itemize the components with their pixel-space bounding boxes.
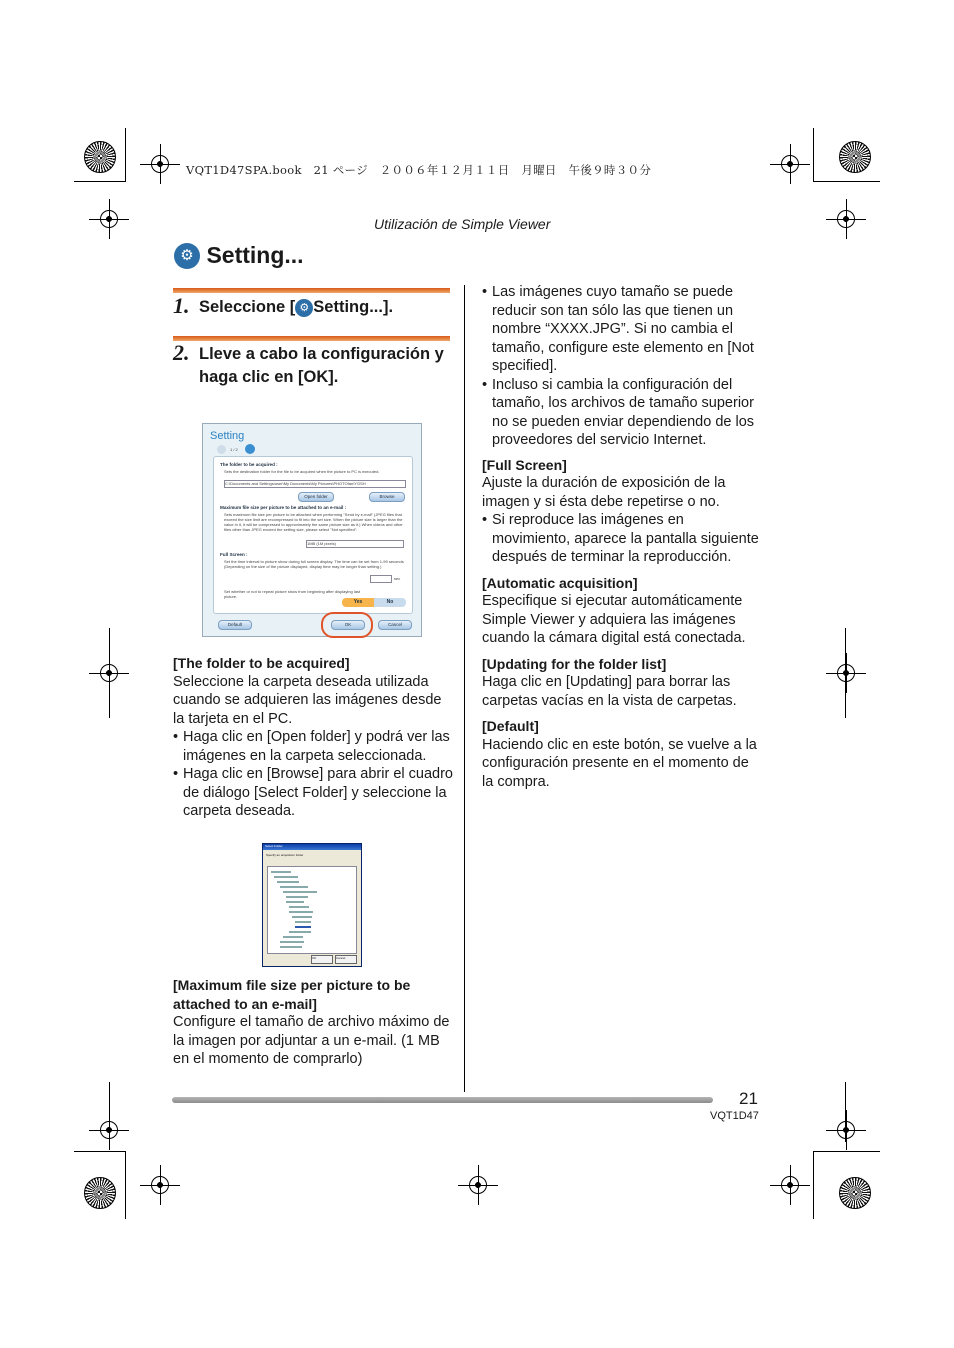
ok-highlight-ring — [321, 612, 373, 638]
registration-cross — [140, 1165, 180, 1205]
registration-rosette — [84, 141, 116, 173]
dialog-titlebar: Select Folder — [263, 844, 361, 850]
browse-button[interactable]: Browse — [369, 492, 405, 502]
maxsize-label: Maximum file size per picture to be attached to an e-mail : — [220, 505, 347, 510]
step-2 — [173, 340, 453, 389]
bullet-item: • Si reproduce las imágenes en movimiento, aparece la pantalla siguiente después de terminar la reproducción. — [482, 511, 762, 567]
registration-cross — [770, 144, 810, 184]
footer-bar — [172, 1097, 713, 1103]
setting-tool-icon: ⚙ — [295, 299, 313, 317]
section-text: Ajuste la duración de exposición de la imagen y si ésta debe repetirse o no. — [482, 475, 726, 510]
dialog-prompt: Specify an acquisition folder — [266, 853, 304, 857]
section-heading: [Full Screen] — [482, 456, 567, 473]
section-text: Haciendo clic en este botón, se vuelve a la configuración presente en el momento de la compra. — [482, 736, 757, 790]
section-folder — [173, 654, 453, 821]
section-fullscreen — [482, 456, 762, 567]
section-text: Seleccione la carpeta deseada utilizada cuando se adquieren las imágenes desde la tarjeta en el PC. — [173, 673, 442, 727]
dialog-title: Setting — [210, 430, 245, 442]
section-text: Haga clic en [Updating] para borrar las carpetas vacías en la vista de carpetas. — [482, 674, 737, 709]
section-heading: [Maximum file size per picture to be attached to an e-mail] — [173, 977, 411, 1012]
bullet-item: • Haga clic en [Open folder] y podrá ver las imágenes en la carpeta seleccionada. — [173, 728, 453, 765]
section-default — [482, 717, 762, 791]
registration-cross — [140, 144, 180, 184]
repeat-description: Set whether or not to repeat picture show from beginning after displaying last picture. — [224, 589, 361, 599]
step-text: Setting...]. — [313, 298, 394, 316]
registration-cross — [770, 1165, 810, 1205]
seconds-unit: sec — [394, 576, 401, 581]
section-automatic-acquisition — [482, 574, 762, 648]
section-text: Configure el tamaño de archivo máximo de la imagen por adjuntar a un e-mail. (1 MB en el momento de comprarlo) — [173, 1014, 450, 1067]
bullet-item: • Incluso si cambia la configuración del tamaño, los archivos de tamaño superior no se pueden enviar dependiendo de los proveedores del servicio Internet. — [482, 376, 762, 450]
section-maxsize — [173, 976, 453, 1069]
folder-path-field[interactable]: C:\Documents and Settings\user\My Documents\My Pictures\PHOTOfan\YGSH — [224, 480, 406, 488]
step-text: Lleve a cabo la configuración y haga clic en [OK]. — [199, 345, 444, 386]
print-job-header: VQT1D47SPA.book 21 ページ ２００６年１２月１１日 月曜日 午後９時３０分 — [186, 163, 652, 177]
select-folder-ok-button[interactable]: OK — [311, 955, 333, 964]
step-number: 1. — [173, 293, 190, 318]
registration-cross — [826, 199, 866, 239]
setting-dialog-screenshot — [202, 423, 422, 637]
select-folder-screenshot — [262, 843, 362, 967]
repeat-no-toggle[interactable]: No — [374, 598, 406, 607]
folder-label: The folder to be acquired : — [220, 462, 278, 467]
step-number: 2. — [173, 340, 190, 365]
registration-cross — [826, 1110, 866, 1150]
step-1 — [173, 293, 453, 319]
setting-tool-icon: ⚙ — [174, 243, 200, 269]
section-heading: [The folder to be acquired] — [173, 655, 350, 671]
section-updating — [482, 655, 762, 711]
page-title: Setting... — [206, 242, 304, 268]
section-heading: [Updating for the folder list] — [482, 655, 667, 672]
bullet-item: • Haga clic en [Browse] para abrir el cuadro de diálogo [Select Folder] y seleccione la carpeta deseada. — [173, 765, 453, 821]
open-folder-button[interactable]: Open folder — [298, 492, 334, 502]
cancel-button[interactable]: Cancel — [378, 620, 412, 630]
section-text: Especifique si ejecutar automáticamente Simple Viewer y adquiera las imágenes cuando la cámara digital está conectada. — [482, 593, 746, 646]
fullscreen-description: Set the time interval to picture show during full screen display. The time can be set from 1-99 seconds (Depending on the size of the picture displayed, display time may be longer than setting.) — [224, 559, 404, 569]
next-page-icon[interactable] — [245, 444, 255, 454]
page-number: 21 — [739, 1089, 758, 1108]
prev-page-icon[interactable] — [217, 445, 226, 454]
seconds-input[interactable] — [370, 575, 392, 583]
settings-panel — [213, 456, 413, 614]
step-text: Seleccione [ — [199, 298, 296, 316]
document-code: VQT1D47 — [710, 1110, 759, 1122]
page-indicator: 1 / 2 — [230, 447, 238, 452]
running-head: Utilización de Simple Viewer — [374, 216, 551, 232]
registration-rosette — [839, 1177, 871, 1209]
ok-button[interactable]: OK — [331, 620, 365, 630]
step-divider-bar — [173, 336, 450, 341]
default-button[interactable]: Default — [218, 620, 252, 630]
registration-cross — [458, 1165, 498, 1205]
bullet-item: • Las imágenes cuyo tamaño se puede reducir son tan sólo las que tienen un nombre “XXXX.JPG”. Si no cambia el tamaño, configure este elemento en [Not specified]. — [482, 283, 762, 376]
page-title-block — [174, 242, 304, 269]
folder-description: Sets the destination folder for the file to be acquired when the picture to PC is executed. — [224, 469, 380, 474]
registration-rosette — [839, 141, 871, 173]
registration-cross — [826, 653, 866, 693]
right-column — [482, 283, 762, 791]
maxsize-select[interactable]: 1MB (1M pixels) — [306, 540, 404, 548]
registration-cross — [89, 199, 129, 239]
section-heading: [Default] — [482, 718, 539, 734]
fullscreen-label: Full Screen : — [220, 552, 248, 557]
repeat-yes-toggle[interactable]: Yes — [342, 598, 374, 607]
step-divider-bar — [173, 288, 450, 293]
folder-tree[interactable] — [267, 866, 357, 954]
maxsize-description: Sets maximum file size per picture to be attached when performing "Send by e-mail" (JPEG files that exceed the size limit are recompressed to fit into the set size. When the picture size is larger than the value in it, it will be compressed to approximately the same picture size as it.) When videos and other files other than JPEG exceed the setting size, please select "Not specified". — [224, 512, 403, 532]
section-heading: [Automatic acquisition] — [482, 574, 638, 591]
select-folder-cancel-button[interactable]: Cancel — [335, 955, 357, 964]
column-divider — [464, 285, 465, 1092]
registration-rosette — [84, 1177, 116, 1209]
